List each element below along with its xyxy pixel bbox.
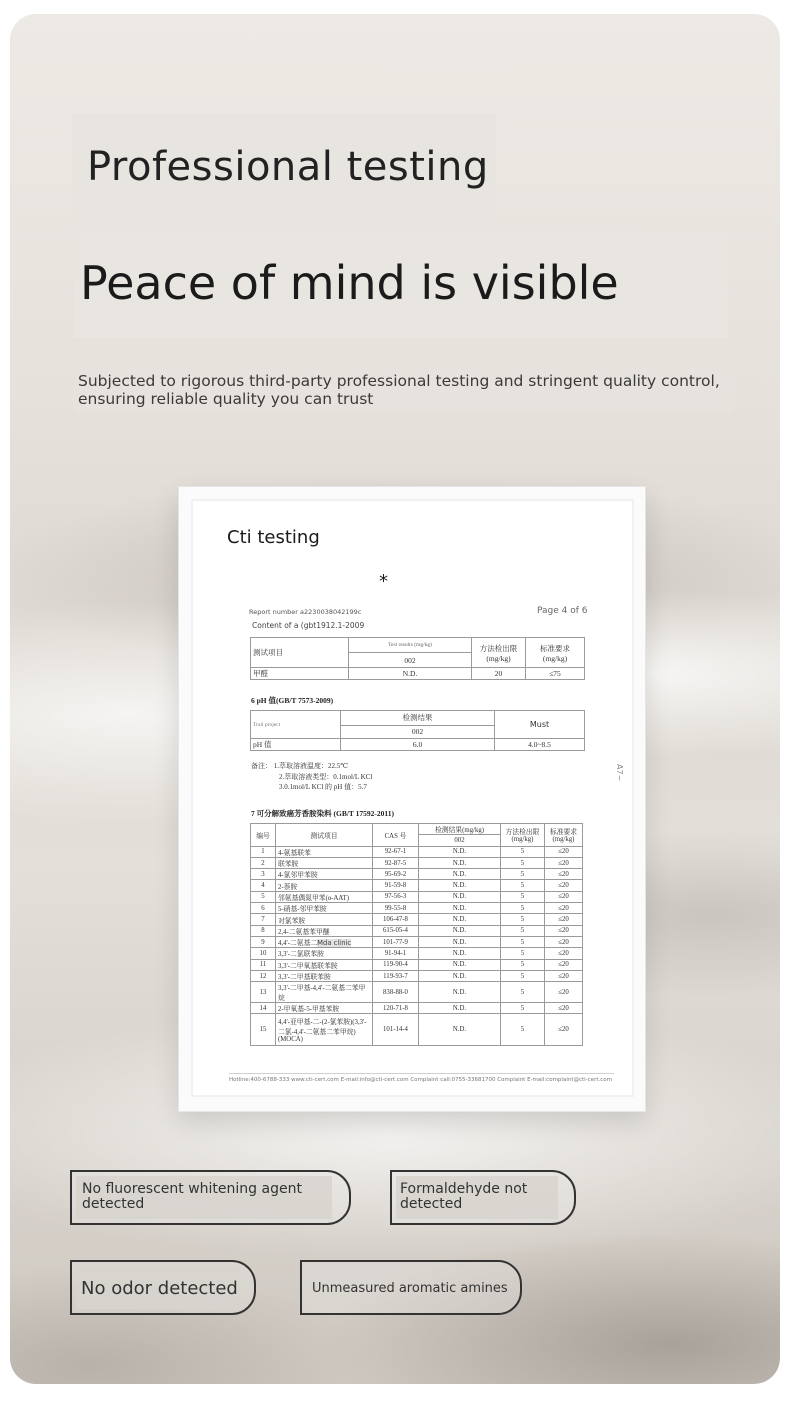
- table-header: 标准要求 (mg/kg): [526, 638, 585, 668]
- table-cell: N.D.: [419, 948, 501, 959]
- badge-label: Formaldehyde not detected: [400, 1181, 528, 1212]
- table-cell: 15: [251, 1014, 276, 1046]
- table-cell: ≤20: [545, 1003, 583, 1014]
- table-cell-text: 4,4'-二氨基二: [278, 940, 318, 948]
- table-row: [251, 1014, 583, 1046]
- table-cell: 92-67-1: [373, 846, 419, 857]
- report-number: Report number a2230038042199c: [249, 608, 362, 616]
- content-of: Content of a (gbt1912.1-2009: [252, 621, 365, 630]
- table-cell: 3,3'-二甲氧基联苯胺: [276, 959, 373, 970]
- table-header: CAS 号: [373, 824, 419, 847]
- table-cell: 97-56-3: [373, 891, 419, 902]
- subtitle-line-1: Subjected to rigorous third-party professional testing and stringent quality control,: [78, 372, 720, 390]
- table-cell: ≤20: [545, 880, 583, 891]
- table-cell: 5: [501, 1003, 545, 1014]
- table-cell: 119-90-4: [373, 959, 419, 970]
- certificate-frame: [178, 486, 646, 1112]
- table-cell: 5: [251, 891, 276, 902]
- table-cell: ≤20: [545, 857, 583, 868]
- table-cell: 4.0~8.5: [495, 739, 585, 751]
- table-cell: 119-93-7: [373, 970, 419, 981]
- table-cell: 3,3'-二甲基-4,4'-二氨基二苯甲烷: [276, 982, 373, 1003]
- table-cell: N.D.: [419, 869, 501, 880]
- ph-section-title: 6 pH 值(GB/T 7573-2009): [251, 696, 334, 705]
- formaldehyde-table: [250, 637, 585, 680]
- table-cell: 5: [501, 869, 545, 880]
- page-number: Page 4 of 6: [537, 606, 588, 616]
- headline: Peace of mind is visible: [80, 256, 619, 310]
- table-cell: 91-94-1: [373, 948, 419, 959]
- table-row: [251, 903, 583, 914]
- table-cell: ≤20: [545, 948, 583, 959]
- table-cell: ≤20: [545, 982, 583, 1003]
- table-cell: 对氯苯胺: [276, 914, 373, 925]
- table-cell: 2-甲氧基-5-甲基苯胺: [276, 1003, 373, 1014]
- table-cell: 6: [251, 903, 276, 914]
- table-cell: 3: [251, 869, 276, 880]
- table-header: 检测结果(mg/kg): [419, 824, 501, 835]
- table-cell: 14: [251, 1003, 276, 1014]
- table-row: [251, 1003, 583, 1014]
- table-cell: 95-69-2: [373, 869, 419, 880]
- table-row: [251, 869, 583, 880]
- table-cell: N.D.: [419, 959, 501, 970]
- table-header: 测试项目: [251, 638, 349, 668]
- background-card: [10, 14, 780, 1384]
- document-footer: Hotline:400-6788-333 www.cti-cert.com E-mail:info@cti-cert.com Complaint call:0755-33681700 Complaint E-mail:complaint@cti-cert.com: [229, 1073, 614, 1083]
- table-cell: 5-硝基-邻甲苯胺: [276, 903, 373, 914]
- table-cell: 7: [251, 914, 276, 925]
- badge-label: No fluorescent whitening agent detected: [82, 1181, 302, 1212]
- table-cell: 5: [501, 914, 545, 925]
- table-row: [251, 891, 583, 902]
- table-cell: N.D.: [419, 982, 501, 1003]
- table-cell: N.D.: [419, 936, 501, 947]
- table-cell: ≤20: [545, 903, 583, 914]
- notes: [251, 761, 372, 793]
- table-cell: 5: [501, 880, 545, 891]
- table-header: 方法检出限 (mg/kg): [472, 638, 526, 668]
- table-row: [251, 857, 583, 868]
- table-cell: pH 值: [251, 739, 341, 751]
- table-cell: 2: [251, 857, 276, 868]
- table-cell: 8: [251, 925, 276, 936]
- table-cell: 5: [501, 936, 545, 947]
- table-cell: 4-氨基联苯: [276, 846, 373, 857]
- table-cell: 5: [501, 925, 545, 936]
- badge-formaldehyde: [390, 1170, 576, 1225]
- note-line: 备注： 1.萃取溶液温度：22.5℃: [251, 762, 349, 770]
- table-cell: 2,4-二氨基苯甲醚: [276, 925, 373, 936]
- table-cell: 5: [501, 959, 545, 970]
- ph-table: [250, 710, 585, 751]
- table-cell: N.D.: [419, 857, 501, 868]
- table-cell: 5: [501, 948, 545, 959]
- table-row: [251, 925, 583, 936]
- table-cell: 6.0: [341, 739, 495, 751]
- table-cell: ≤20: [545, 869, 583, 880]
- table-cell: 5: [501, 982, 545, 1003]
- table-header: 002: [419, 835, 501, 846]
- table-cell: 11: [251, 959, 276, 970]
- table-cell: 1: [251, 846, 276, 857]
- table-cell: 3,3'-二氯联苯胺: [276, 948, 373, 959]
- table-cell: ≤20: [545, 1014, 583, 1046]
- certificate-document: [191, 499, 634, 1097]
- table-cell: 5: [501, 857, 545, 868]
- document-title: Cti testing: [227, 527, 320, 548]
- table-cell: ≤20: [545, 914, 583, 925]
- table-header: 方法检出限 (mg/kg): [501, 824, 545, 847]
- table-cell: N.D.: [419, 891, 501, 902]
- badge-label: No odor detected: [81, 1278, 238, 1299]
- table-cell: 838-88-0: [373, 982, 419, 1003]
- table-row: [251, 948, 583, 959]
- star-mark: *: [379, 571, 388, 592]
- table-cell: 615-05-4: [373, 925, 419, 936]
- badge-label: Unmeasured aromatic amines: [312, 1281, 508, 1296]
- table-cell: 5: [501, 891, 545, 902]
- table-cell: [276, 936, 373, 947]
- table-cell: 5: [501, 903, 545, 914]
- badge-no-odor: [70, 1260, 256, 1315]
- table-cell: ≤20: [545, 959, 583, 970]
- table-cell: 邻氨基偶氮甲苯(o-AAT): [276, 891, 373, 902]
- table-cell: 2-萘胺: [276, 880, 373, 891]
- table-row: [251, 970, 583, 981]
- table-cell: ≤20: [545, 936, 583, 947]
- table-cell: ≤20: [545, 970, 583, 981]
- amine-section-title: 7 可分解致癌芳香胺染料 (GB/T 17592-2011): [251, 809, 394, 818]
- table-cell: ≤75: [526, 668, 585, 680]
- table-header: 002: [341, 725, 495, 738]
- table-cell: 91-59-8: [373, 880, 419, 891]
- table-cell: 9: [251, 936, 276, 947]
- headline-block: [74, 232, 728, 338]
- table-row: [251, 846, 583, 857]
- note-line: 3.0.1mol/L KCl 的 pH 值：5.7: [279, 783, 367, 791]
- table-cell: N.D.: [419, 880, 501, 891]
- table-cell: 4: [251, 880, 276, 891]
- table-cell: 10: [251, 948, 276, 959]
- table-cell: 92-87-5: [373, 857, 419, 868]
- note-line: 2.萃取溶液类型：0.1mol/L KCl: [279, 772, 373, 781]
- table-row: [251, 936, 583, 947]
- table-header: Test results (mg/kg): [349, 638, 472, 653]
- table-header: 检测结果: [341, 711, 495, 726]
- table-cell: N.D.: [419, 925, 501, 936]
- table-row: [251, 959, 583, 970]
- stamp-mark: A7~: [615, 764, 624, 782]
- table-header: Trail project: [251, 711, 341, 739]
- table-row: [251, 880, 583, 891]
- table-header: 测试项目: [276, 824, 373, 847]
- table-cell: 120-71-8: [373, 1003, 419, 1014]
- amine-table: [250, 823, 583, 1046]
- table-cell: N.D.: [419, 914, 501, 925]
- table-cell: 13: [251, 982, 276, 1003]
- table-cell: 99-55-8: [373, 903, 419, 914]
- table-header: Must: [495, 711, 585, 739]
- table-cell: 12: [251, 970, 276, 981]
- table-cell: 4-氯邻甲苯胺: [276, 869, 373, 880]
- table-row: [251, 982, 583, 1003]
- table-cell: N.D.: [419, 970, 501, 981]
- table-cell: N.D.: [419, 1014, 501, 1046]
- badge-no-fluorescent: [70, 1170, 351, 1225]
- table-cell: 101-77-9: [373, 936, 419, 947]
- table-cell: 5: [501, 846, 545, 857]
- subtitle: [74, 369, 734, 413]
- table-cell: 4,4'-亚甲基-二-(2-氯苯胺)(3,3'-二氯-4,4'-二氨基二苯甲烷)(MOCA): [276, 1014, 373, 1046]
- table-cell: 联苯胺: [276, 857, 373, 868]
- mda-label: Mda clinic: [317, 939, 352, 948]
- badge-amines: [300, 1260, 522, 1315]
- table-cell: 101-14-4: [373, 1014, 419, 1046]
- table-cell: 106-47-8: [373, 914, 419, 925]
- table-cell: N.D.: [419, 903, 501, 914]
- table-cell: 3,3'-二甲基联苯胺: [276, 970, 373, 981]
- table-cell: 5: [501, 1014, 545, 1046]
- page-title: Professional testing: [87, 144, 489, 190]
- title-block: [72, 114, 496, 228]
- table-header: 002: [349, 653, 472, 668]
- table-row: [251, 914, 583, 925]
- table-cell: ≤20: [545, 846, 583, 857]
- table-cell: N.D.: [419, 846, 501, 857]
- table-cell: ≤20: [545, 891, 583, 902]
- table-cell: N.D.: [419, 1003, 501, 1014]
- subtitle-line-2: ensuring reliable quality you can trust: [78, 390, 374, 408]
- table-cell: 5: [501, 970, 545, 981]
- table-header: 标准要求 (mg/kg): [545, 824, 583, 847]
- table-cell: 20: [472, 668, 526, 680]
- table-cell: ≤20: [545, 925, 583, 936]
- table-cell: N.D.: [349, 668, 472, 680]
- table-cell: 甲醛: [251, 668, 349, 680]
- table-header: 编号: [251, 824, 276, 847]
